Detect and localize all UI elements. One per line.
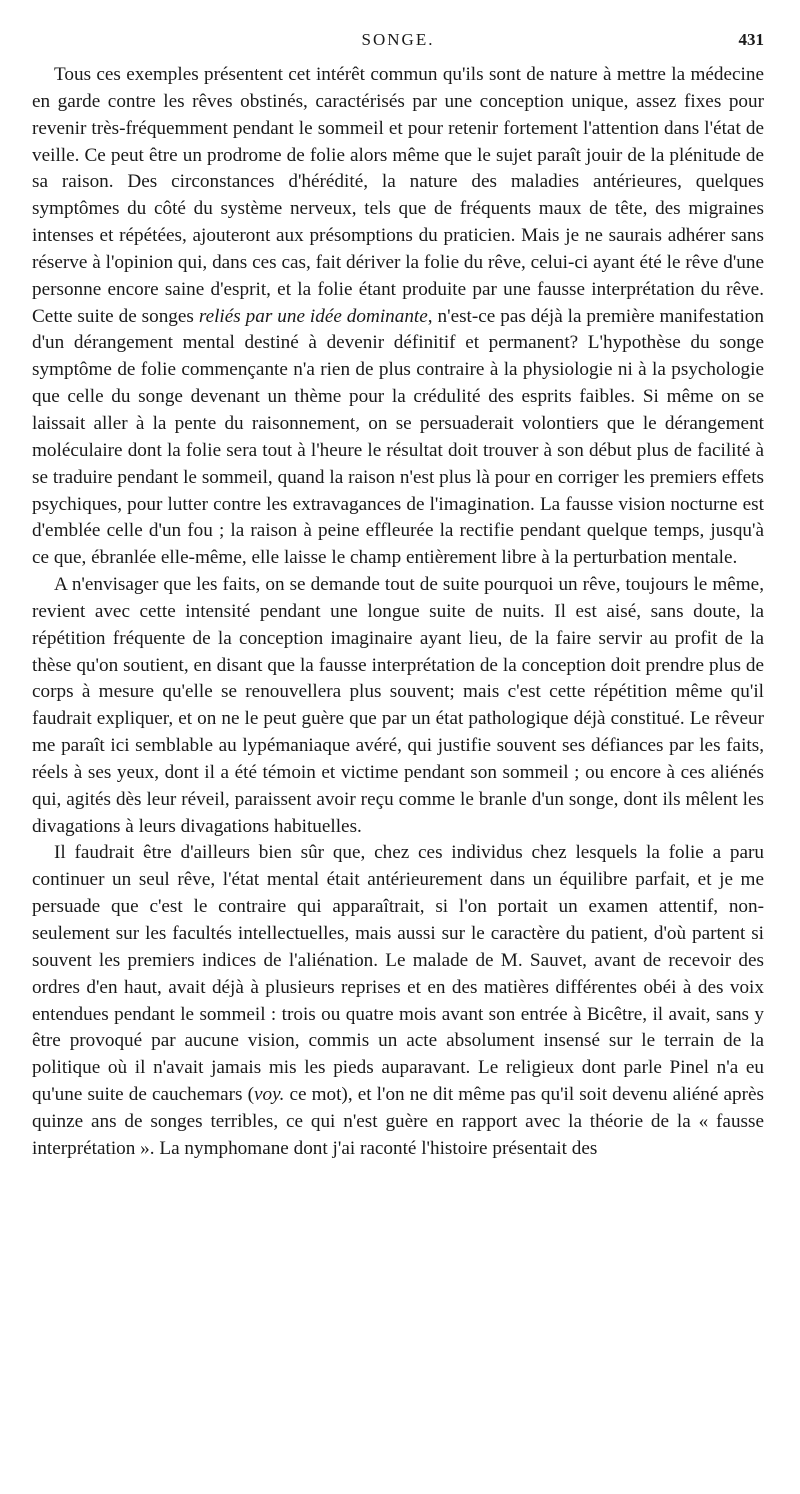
running-title: SONGE.: [361, 30, 435, 49]
paragraph-3: [32, 840, 764, 1162]
paragraph-1: [32, 62, 764, 572]
paragraph-1-italic-phrase: reliés par une idée dominante: [198, 305, 428, 327]
page-number: 431: [738, 30, 764, 49]
paragraph-1-text-b: , n'est-ce pas déjà la première manifestation d'un dérangement mental destiné à devenir définitif et permanent? L'hypothèse du songe symptôme de folie commençante n'a rien de plus contraire à la physiologie ni à la psychologie que celle du songe devenant un thème pour la crédulité des esprits faibles. Si même on se laissait aller à la pente du raisonnement, on se persuaderait volontiers que le dérangement moléculaire dont la folie sera tout à l'heure le résultat doit trouver à son début plus de facilité à se traduire pendant le sommeil, quand la raison n'est plus là pour en corriger les premiers effets psychiques, pour lutter contre les extravagances de l'imagination. La fausse vision nocturne est d'emblée celle d'un fou ; la raison à peine effleurée la rectifie pendant quelque temps, jusqu'à ce que, ébranlée elle-même, elle laisse le champ entièrement libre à la perturbation mentale.: [32, 305, 764, 569]
running-head: [32, 30, 764, 54]
paragraph-3-italic-abbrev: voy.: [254, 1084, 285, 1106]
paragraph-2-text: A n'envisager que les faits, on se demande tout de suite pourquoi un rêve, toujours le même, revient avec cette intensité pendant une longue suite de nuits. Il est aisé, sans doute, la répétition fréquente de la conception imaginaire ayant lieu, de la faire servir au profit de la thèse qu'on soutient, en disant que la fausse interprétation de la conception doit prendre plus de corps à mesure qu'elle se renouvellera plus souvent; mais c'est cette répétition même qu'il faudrait expliquer, et on ne le peut guère que par un état pathologique déjà constitué. Le rêveur me paraît ici semblable au lypémaniaque avéré, qui justifie souvent ses défiances par les faits, réels à ses yeux, dont il a été témoin et victime pendant son sommeil ; ou encore à ces aliénés qui, agités dès leur réveil, paraissent avoir reçu comme le branle d'un songe, dont ils mêlent les divagations à leurs divagations habituelles.: [32, 574, 764, 837]
paragraph-3-text-b: ce mot), et l'on ne dit même pas qu'il soit devenu aliéné après quinze ans de songes terribles, ce qui n'est guère en rapport avec la théorie de la « fausse interprétation ». La nymphomane dont j'ai raconté l'histoire présentait des: [32, 1084, 764, 1159]
body-text: [32, 62, 764, 1163]
paragraph-3-text-a: Il faudrait être d'ailleurs bien sûr que, chez ces individus chez lesquels la folie a paru continuer un seul rêve, l'état mental était antérieurement dans un équilibre parfait, et je me persuade que c'est le contraire qui apparaîtrait, si l'on portait un examen attentif, non-seulement sur les facultés intellectuelles, mais aussi sur le caractère du patient, d'où partent si souvent les premiers indices de l'aliénation. Le malade de M. Sauvet, avant de recevoir des ordres d'en haut, avait déjà à plusieurs reprises et en des matières différentes obéi à des voix entendues pendant le sommeil : trois ou quatre mois avant son entrée à Bicêtre, il avait, sans y être provoqué par aucune vision, commis un acte absolument insensé sur le terrain de la politique où il n'avait jamais mis les pieds auparavant. Le religieux dont parle Pinel n'a eu qu'une suite de cauchemars (: [32, 842, 764, 1106]
paragraph-2: [32, 572, 764, 840]
paragraph-1-text-a: Tous ces exemples présentent cet intérêt commun qu'ils sont de nature à mettre la médecine en garde contre les rêves obstinés, caractérisés par une conception unique, assez fixes pour revenir très-fréquemment pendant le sommeil et pour retenir fortement l'attention dans l'état de veille. Ce peut être un prodrome de folie alors même que le sujet paraît jouir de la plénitude de sa raison. Des circonstances d'hérédité, la nature des maladies antérieures, quelques symptômes du côté du système nerveux, tels que de fréquents maux de tête, des migraines intenses et répétées, ajouteront aux présomptions du praticien. Mais je ne saurais adhérer sans réserve à l'opinion qui, dans ces cas, fait dériver la folie du rêve, celui-ci ayant été le rêve d'une personne encore saine d'esprit, et la folie étant produite par une fausse interprétation du rêve. Cette suite de songes: [32, 64, 764, 327]
